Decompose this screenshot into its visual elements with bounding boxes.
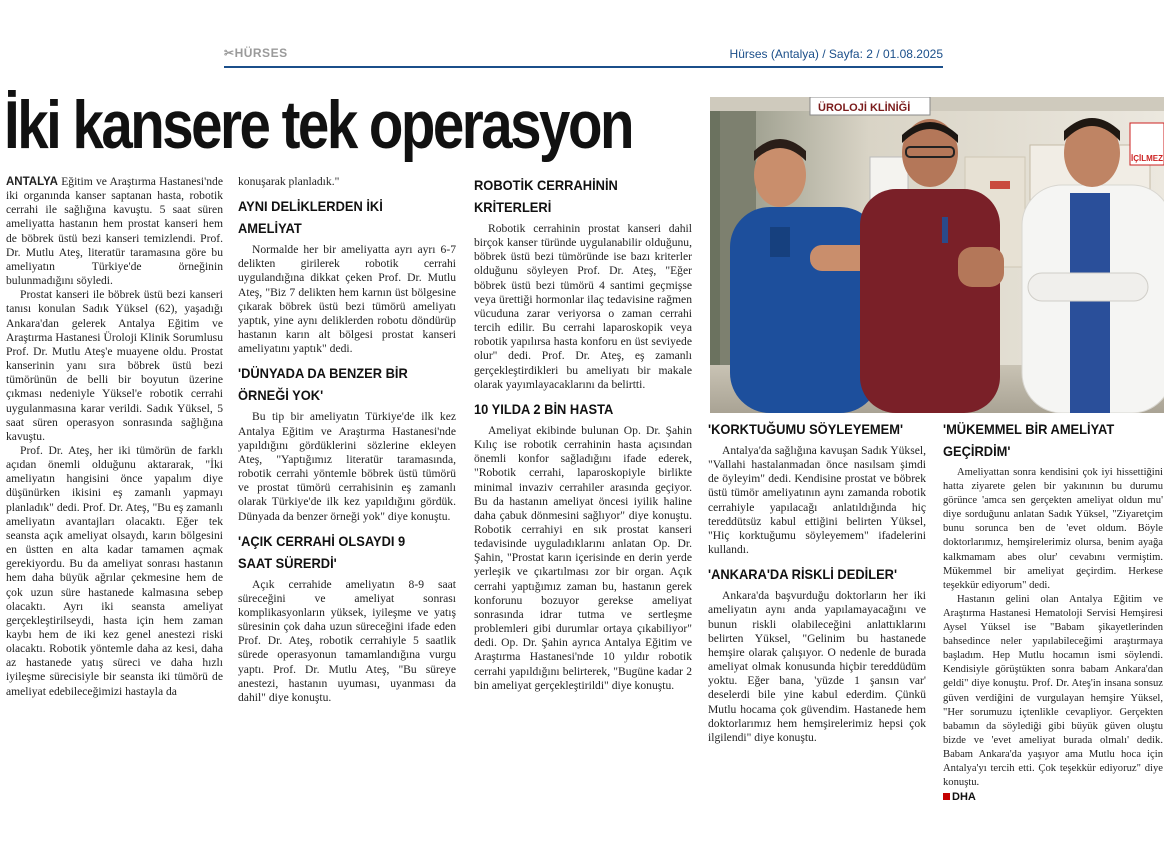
- headline: İki kansere tek operasyon: [4, 87, 632, 163]
- article-column-4: [708, 418, 926, 745]
- newspaper-logo: ✂HÜRSES: [224, 46, 288, 60]
- article-photo: [710, 97, 1164, 413]
- paragraph: ANTALYA Eğitim ve Araştırma Hastanesi'nde iki organında kanser saptanan hasta, robotik cerrahi ile sağlığına kavuştu. 5 saat süren ameliyatta hastanın hem prostat kanseri hem de böbrek üstü bezi kanseri temizlendi. Prof. Dr. Mutlu Ateş, literatür taramasına göre bu ameliyatın Türkiye'de örneğinin bulunmadığını söyledi.: [6, 175, 223, 288]
- paragraph: Prof. Dr. Ateş, her iki tümörün de farklı açıdan önemli olduğunu aktararak, "İki ameliyatın hangisini önce yapalım diye düşünürken ikisini eş zamanlı yapmayı planladık" dedi. Prof. Dr. Ateş, "Bu eş zamanlı ameliyatın avantajları olacaktı. Eğer tek seansta açık ameliyat olsaydı, karın bölgesini en üstten en alta kadar tamamen açmak gerekiyordu. Bu da ameliyat sonrası hastanın hem daha büyük ağrılar çekmesine hem de çok uzun süre hastanede kalmasına sebep olacaktı. Ayrı iki seansta ameliyat gerçekleştirilseydi, hasta için hem zaman kaybı hem de iki kez genel anestezi riski olacaktı. Robotik yöntemle daha az kesi, daha az hastanede yatış süreci ve daha hızlı iyileşme sürecisiyle bir seansta iki tümörü de ameliyat edebileceğimizi hastayla da: [6, 443, 223, 698]
- photo-illustration: [710, 97, 1164, 413]
- subheading: 'MÜKEMMEL BİR AMELİYAT GEÇİRDİM': [943, 421, 1115, 459]
- source-info: Hürses (Antalya) / Sayfa: 2 / 01.08.2025: [729, 47, 943, 61]
- clinic-sign-text: ÜROLOJİ KLİNİĞİ: [818, 102, 911, 114]
- subheading: AYNI DELİKLERDEN İKİ AMELİYAT: [238, 198, 383, 237]
- paragraph: Ankara'da başvurduğu doktorların her iki ameliyatın aynı anda yapılamayacağını ve bunun riskli olabileceğini anlattıklarını belirten Yüksel, "Gelinim bu hastanede hemşire olarak çalışıyor. O nedenle de burada ameliyat olmak konusunda hiçbir tereddüdüm yoktu. Eğer bana, 'yüzde 1 şansın var' deselerdi bile yine kabul ederdim. Çünkü Mutlu hocama çok güvendim. Hastanede hem doktorlarımız hem hemşirelerimiz hepsi çok ilgilendi" diye konuştu.: [708, 589, 926, 744]
- dateline: ANTALYA: [6, 176, 58, 188]
- agency-square-icon: [943, 793, 950, 800]
- paragraph: Ameliyattan sonra kendisini çok iyi hissettiğini hatta ziyarete gelen bir yakınının bu durumu görünce 'amca sen gerçekten ameliyat oldun mu' diye sorduğunu anlatan Sadık Yüksel, "Ziyaretçim bunu sorunca ben de 'evet oldum. Böyle doktorlarımız, hemşirelerimiz olursa, benim ayağa kalkmamam abes olur' cevabını vermiştim. Mükemmel bir ameliyat geçirdim. Herkese teşekkür ediyorum" dedi.: [943, 467, 1163, 591]
- no-smoking-text: İÇİLMEZ: [1131, 154, 1163, 163]
- article-column-1: [6, 175, 223, 699]
- news-agency-credit: DHA: [943, 790, 1163, 804]
- subheading: 'KORKTUĞUMU SÖYLEYEMEM': [708, 421, 904, 437]
- subheading: 'ANKARA'DA RİSKLİ DEDİLER': [708, 566, 898, 583]
- logo-mark-icon: ✂: [224, 46, 235, 60]
- subheading: 'AÇIK CERRAHİ OLSAYDI 9 SAAT SÜRERDİ': [238, 532, 406, 571]
- paragraph: Bu tip bir ameliyatın Türkiye'de ilk kez Antalya Eğitim ve Araştırma Hastanesi'nde yapıldığını gördüklerini sözlerine ekleyen Ateş, "Yaptığımız literatür taramasında, robotik cerrahi yöntemle böbrek üstü tümörü ve prostat tümörü cerrahisinin eş zamanlı olarak Türkiye'de ilk kez yapıldığını gördük. Dünyada da benzer örneği yok" diye konuştu.: [238, 410, 456, 523]
- paragraph: Prostat kanseri ile böbrek üstü bezi kanseri tanısı konulan Sadık Yüksel (62), yaşadığı Ankara'dan gelerek Antalya Eğitim ve Araştırma Hastanesi Üroloji Klinik Sorumlusu Prof. Dr. Mutlu Ateş'e muayene oldu. Prostat kanserinin yanı sıra böbrek üstü bezi tümörünün de belli bir boyutun üzerine çıkması nedeniyle Yüksel'e robotik cerrahi uygulanmasına karar verildi. Sadık Yüksel, 5 saat süren operasyon sonrasında sağlığına kavuştu.: [6, 288, 223, 443]
- subheading: ROBOTİK CERRAHİNİN KRİTERLERİ: [474, 177, 618, 215]
- paragraph: Normalde her bir ameliyatta ayrı ayrı 6-7 delikten girilerek robotik cerrahi uygulandığına dikkat çeken Prof. Dr. Mutlu Ateş, "Biz 7 delikten hem karnın üst bölgesine çıkarak böbrek üstü bezi tümörü ameliyatı yaptık, yine aynı deliklerden robotu döndürüp hastanın karın alt bölgesi prostat kanseri ameliyatını yaptık" dedi.: [238, 243, 456, 356]
- paragraph: Antalya'da sağlığına kavuşan Sadık Yüksel, "Vallahi hastalanmadan önce nasılsam şimdi de öyleyim" dedi. Kendisine prostat ve böbrek üstü tümör ameliyatının aynı zamanda robotik cerrahiyle yapılacağı anlatıldığında hiç tereddütsüz kabul ettiğini belirten Yüksel, "Hiç korktuğumu söyleyemem" ifadelerini kullandı.: [708, 444, 926, 557]
- subheading: 10 YILDA 2 BİN HASTA: [474, 400, 614, 417]
- header-rule: [224, 66, 943, 68]
- paragraph: Robotik cerrahinin prostat kanseri dahil birçok kanser türünde uygulanabilir olduğunu, böbrek üstü bezi tümöründe ise bazı kriterler olduğunu söyleyen Prof. Dr. Ateş, "Eğer böbrek üstü bezi tümörü 4 santimi geçmişse veya ürettiği hormonlar ilaç tedavisine rağmen vücuduna zarar veriyorsa o zaman cerrahi tercih edilir. Bu cerrahi laparoskopik veya robotik yapılırsa hasta konforu en üst seviyede olur" dedi. Prof. Dr. Ateş, eş zamanlı gerçekleştirdikleri bu ameliyatı bir makale olarak yayımlayacaklarını da belirtti.: [474, 222, 692, 391]
- subheading: 'DÜNYADA DA BENZER BİR ÖRNEĞİ YOK': [238, 365, 408, 404]
- paragraph: konuşarak planladık.": [238, 175, 340, 188]
- paragraph: Hastanın gelini olan Antalya Eğitim ve Araştırma Hastanesi Hematoloji Servisi Hemşiresi Aysel Yüksel ise "Babam şikayetlerinden bahsedince neler yapılabileceğimi araştırmaya başladım. Hep Mutlu hocamın ismi söylendi. Kendisiyle görüştükten sonra babam Ankara'dan geldi" diye konuştu. Prof. Dr. Ateş'in insana sonsuz güven verdiğini de vurgulayan hemşire Yüksel, "Her sorumuzu içtenlikle cevapliyor. Gerçekten babamın da söylediği gibi büyük güven oluştu bizde ve 'evet ameliyat burada olmalı' dedik. Babam Ankara'da yaşıyor ama Mutlu hoca için Antalya'yı tercih etti. Çok teşekkür ediyoruz" diye konuştu.: [943, 593, 1163, 789]
- article-column-5: [943, 418, 1163, 804]
- paragraph: Açık cerrahide ameliyatın 8-9 saat süreceğini ve ameliyat sonrası komplikasyonların yüksek, iyileşme ve yatış süresinin çok daha uzun süreceğini ifade eden Prof. Dr. Ateş, robotik cerrahiyle 5 saatlik sürede operasyonun tamamlandığına vurgu yaptı. Prof. Dr. Mutlu Ateş, "Bu süreye anestezi, hastanın uyuması, uyanması da dahil" diye konuştu.: [238, 577, 456, 704]
- article-column-2: [238, 175, 456, 705]
- paragraph: Ameliyat ekibinde bulunan Op. Dr. Şahin Kılıç ise robotik cerrahinin hasta açısından önemli konfor sağladığını ifade ederek, "Robotik cerrahi, laparoskopiyle birlikte minimal invaziv cerrahiler arasında geçiyor. Bu da hastanın ameliyat öncesi iyilik haline daha çabuk dönmesini sağlıyor" diye konuştu. Robotik cerrahiyi en sık prostat kanseri tedavisinde uyguladıklarını anlatan Op. Dr. Şahin, "Prostat karın içerisinde en derin yerde yerleşik ve çıkartılması zor bir organ. Açık cerrahi yaptığımız zaman bu, hastanın gerek konforunu bozuyor gerekse ameliyat sonrasında idrar tutma ve sertleşme problemleri gibi durumlar ortaya çıkabiliyor" dedi. Op. Dr. Şahin ayrıca Antalya Eğitim ve Araştırma Hastanesi'nde 10 yıldır robotik cerrahi yapıldığını belirterek, "Bugüne kadar 2 bin ameliyat gerçekleştirildi" diye konuştu.: [474, 423, 692, 692]
- article-column-3: [474, 174, 692, 693]
